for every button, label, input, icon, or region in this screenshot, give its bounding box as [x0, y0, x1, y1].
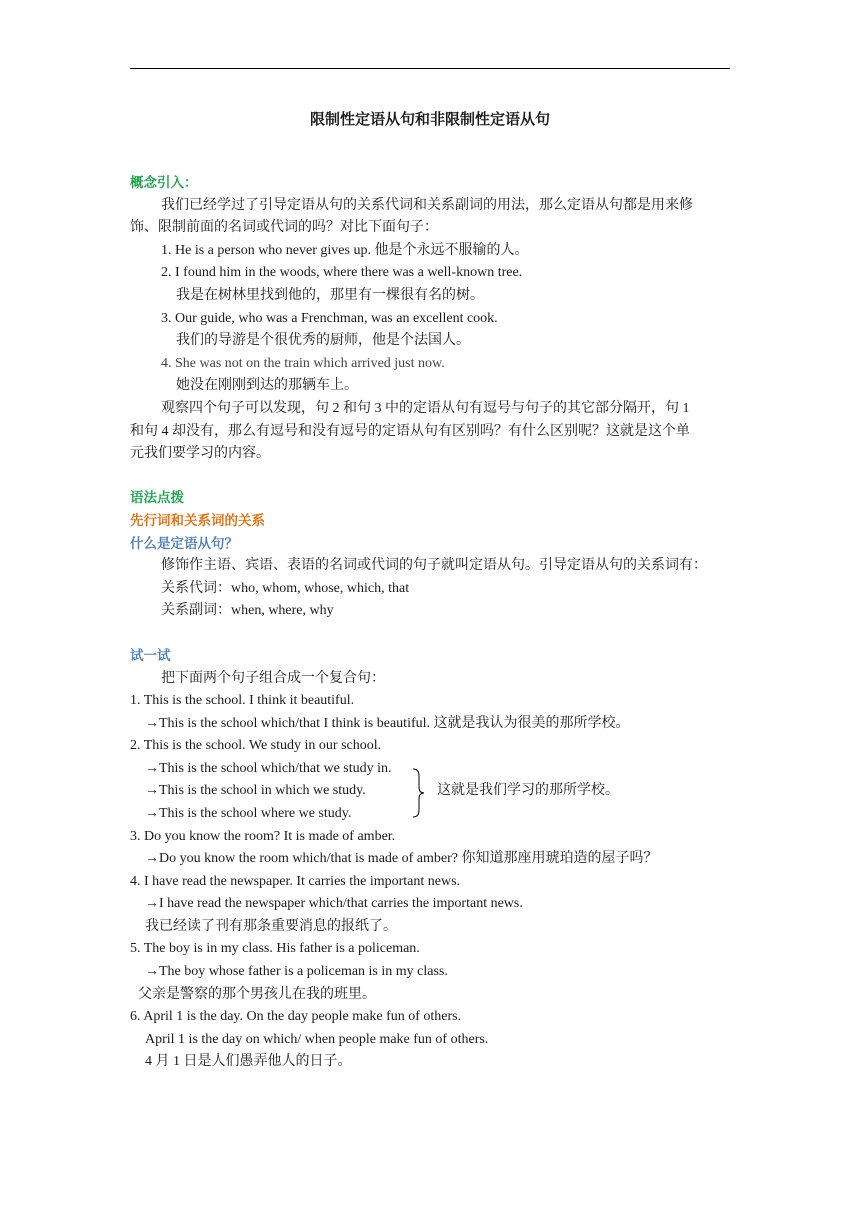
practice-question-1: 1. This is the school. I think it beautiful. [130, 693, 355, 708]
practice-question-4: 4. I have read the newspaper. It carries the important news. [130, 874, 461, 889]
intro-heading: 概念引入： [130, 175, 198, 191]
practice-instruction: 把下面两个句子组合成一个复合句： [161, 671, 385, 686]
practice-answer-3: →Do you know the room which/that is made of amber? 你知道那座用琥珀造的屋子吗？ [145, 851, 658, 866]
intro-paragraph-line: 饰、限制前面的名词或代词的吗？对比下面句子： [130, 220, 438, 235]
practice-answer-5-cn: 父亲是警察的那个男孩儿在我的班里。 [138, 987, 376, 1002]
practice-answer-6-cn: 4 月 1 日是人们愚弄他人的日子。 [145, 1054, 352, 1069]
practice-answer-2-translation: 这就是我们学习的那所学校。 [437, 783, 619, 798]
header-rule [130, 68, 730, 69]
grammar-subheading: 先行词和关系词的关系 [130, 513, 265, 529]
practice-answer-2b: →This is the school in which we study. [145, 783, 366, 798]
practice-heading: 试一试 [130, 648, 171, 664]
practice-question-3: 3. Do you know the room? It is made of amber. [130, 829, 396, 844]
example-sentence-2-en: 2. I found him in the woods, where there was a well-known tree. [161, 265, 523, 280]
relative-pronouns: 关系代词：who, whom, whose, which, that [161, 581, 410, 596]
intro-paragraph-line: 我们已经学过了引导定语从句的关系代词和关系副词的用法，那么定语从句都是用来修 [161, 198, 693, 213]
practice-answer-4-en: →I have read the newspaper which/that carries the important news. [145, 896, 523, 911]
practice-question-6: 6. April 1 is the day. On the day people make fun of others. [130, 1009, 462, 1024]
practice-answer-2a: →This is the school which/that we study in. [145, 761, 392, 776]
practice-answer-4-cn: 我已经读了刊有那条重要消息的报纸了。 [145, 919, 397, 934]
example-sentence-3-cn: 我们的导游是个很优秀的厨师，他是个法国人。 [176, 333, 470, 348]
example-sentence-4-en: 4. She was not on the train which arrived just now. [161, 356, 445, 371]
observation-paragraph-line: 和句 4 却没有，那么有逗号和没有逗号的定语从句有区别吗？有什么区别呢？这就是这个单 [130, 424, 690, 439]
document-title: 限制性定语从句和非限制性定语从句 [309, 112, 550, 128]
practice-answer-2c: →This is the school where we study. [145, 806, 352, 821]
practice-answer-6-en: April 1 is the day on which/ when people make fun of others. [145, 1032, 489, 1047]
curly-brace-icon [411, 768, 425, 818]
observation-paragraph-line: 元我们要学习的内容。 [130, 446, 270, 461]
example-sentence-3-en: 3. Our guide, who was a Frenchman, was an excellent cook. [161, 311, 498, 326]
practice-answer-5-en: →The boy whose father is a policeman is in my class. [145, 964, 448, 979]
example-sentence-4-cn: 她没在刚刚到达的那辆车上。 [176, 378, 358, 393]
practice-question-5: 5. The boy is in my class. His father is a policeman. [130, 941, 420, 956]
example-sentence-1: 1. He is a person who never gives up. 他是个永远不服输的人。 [161, 243, 529, 258]
observation-paragraph-line: 观察四个句子可以发现，句 2 和句 3 中的定语从句有逗号与句子的其它部分隔开，句 1 [161, 401, 690, 416]
grammar-heading: 语法点拨 [130, 490, 184, 506]
relative-adverbs: 关系副词：when, where, why [161, 603, 334, 618]
example-sentence-2-cn: 我是在树林里找到他的，那里有一棵很有名的树。 [176, 288, 484, 303]
practice-answer-1: →This is the school which/that I think is beautiful. 这就是我认为很美的那所学校。 [145, 716, 630, 731]
grammar-subheading: 什么是定语从句？ [130, 536, 238, 552]
definition-text: 修饰作主语、宾语、表语的名词或代词的句子就叫定语从句。引导定语从句的关系词有： [161, 558, 707, 573]
practice-question-2: 2. This is the school. We study in our school. [130, 738, 382, 753]
